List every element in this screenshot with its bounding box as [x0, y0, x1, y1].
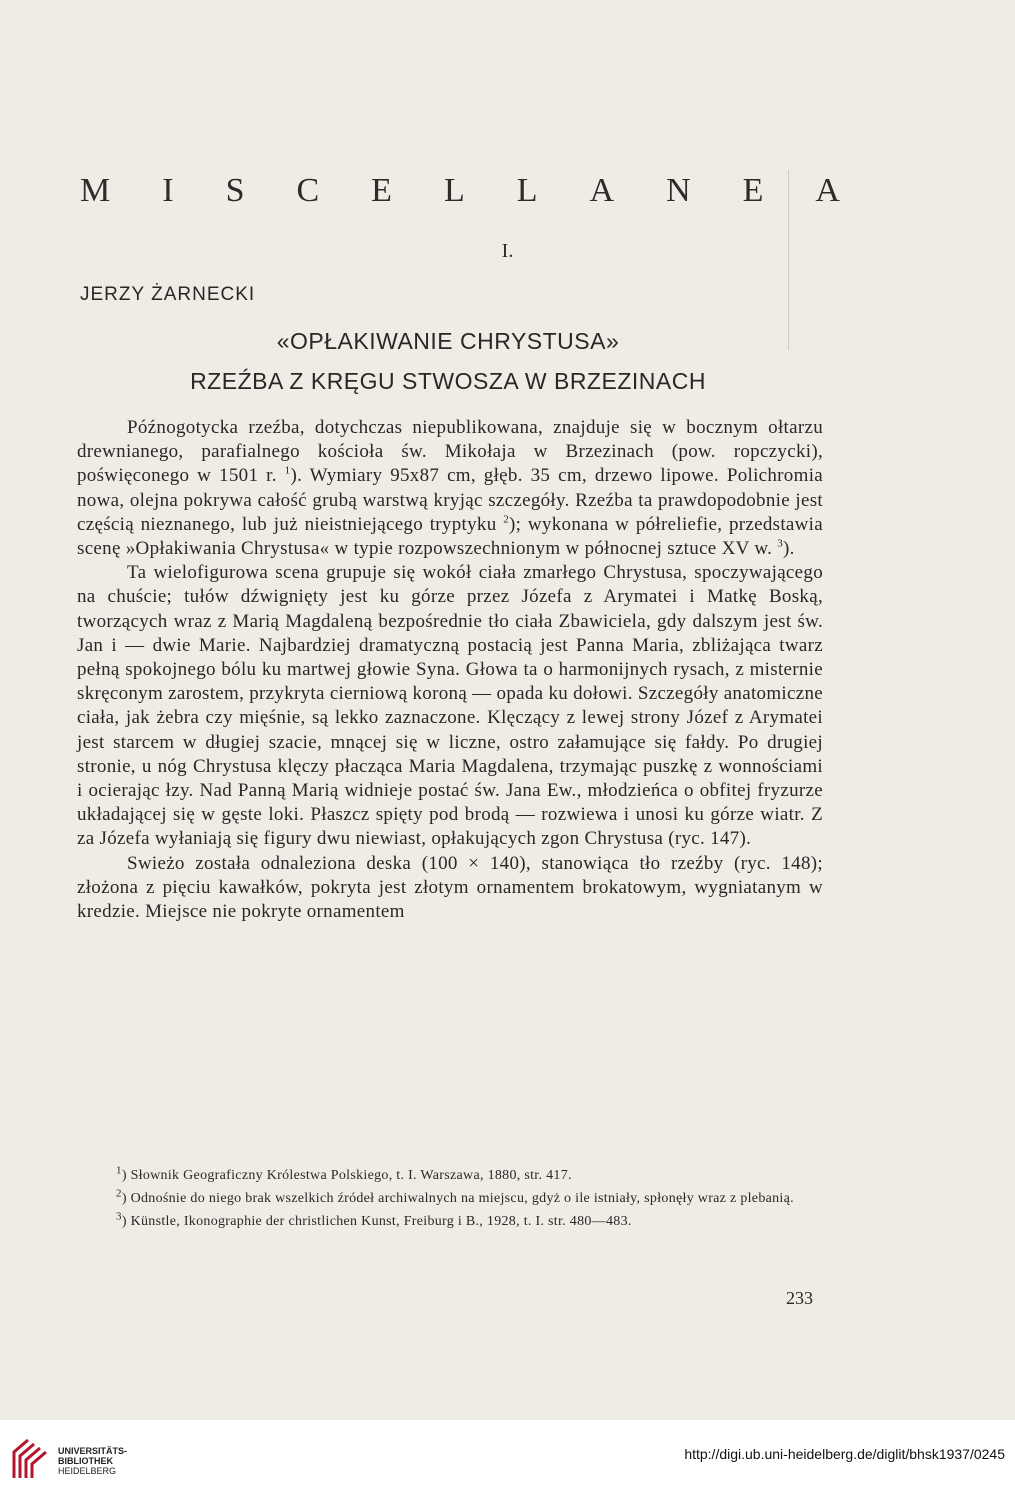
- library-name-line: BIBLIOTHEK: [58, 1456, 113, 1466]
- section-number: I.: [501, 240, 514, 262]
- footnote-text: ) Odnośnie do niego brak wszelkich źródeł archiwalnych na miejscu, gdyż o ile istniały, spłonęły wraz z plebanią.: [121, 1191, 794, 1206]
- article-body: [77, 416, 823, 924]
- paragraph-1: [77, 416, 823, 561]
- footnote-mark: 2: [116, 1187, 122, 1200]
- section-title: [80, 172, 840, 210]
- section-letter: L: [516, 172, 538, 209]
- paragraph-2: Ta wielofigurowa scena grupuje się wokół ciała zmarłego Chrystusa, spoczywającego na chuście; tułów dźwignięty jest ku górze przez Józefa z Arymatei i Matkę Boską, tworzących wraz z Marią Magdaleną bezpośrednie tło ciała Zbawiciela, gdy dalszym jest św. Jan i — dwie Marie. Najbardziej dramatyczną postacią jest Panna Maria, zbliżająca twarz pełną spokojnego bólu ku martwej głowie Syna. Głowa ta o harmonijnych rysach, z misternie skręconym zarostem, przykryta cierniową koroną — opada ku dołowi. Szczegóły anatomiczne ciała, jak żebra czy mięśnie, są lekko zaznaczone. Klęczący z lewej strony Józef z Arymatei jest starcem w długiej szacie, mnącej się w liczne, ostro załamujące się fałdy. Po drugiej stronie, u nóg Chrystusa klęczy płacząca Maria Magdalena, trzymając puszkę z wonnościami i ocierając łzy. Nad Panną Marią widnieje postać św. Jana Ew., młodzieńca o obfitej fryzurze układającej się w gęste loki. Płaszcz spięty pod brodą — rozwiewa i unosi ku górze wiatr. Z za Józefa wyłaniają się figury dwu niewiast, opłakujących zgon Chrystusa (ryc. 147).: [77, 562, 823, 850]
- paragraph-text: ).: [783, 538, 795, 560]
- library-name: [58, 1446, 127, 1476]
- paragraph-text: Późnogotycka rzeźba, dotychczas niepublikowana, znajduje się w bocznym ołtarzu drewnianego, parafialnego kościoła św. Mikołaja w Brzezinach (pow. ropczycki), poświęconego w 1501 r.: [77, 417, 823, 487]
- section-letter: A: [815, 172, 840, 209]
- section-letter: E: [371, 172, 392, 209]
- section-letter: L: [443, 172, 465, 209]
- article-title-line-2: RZEŹBA Z KRĘGU STWOSZA W BRZEZINACH: [190, 368, 706, 394]
- footnote-mark: 3: [116, 1210, 122, 1223]
- paragraph-text: ). Wymiary 95x87 cm, głęb. 35 cm, drzewo lipowe. Polichromia nowa, olejna pokrywa całość grubą warstwą kryjąc szczegóły. Rzeźba ta prawdopodobnie jest częścią nieznanego, lub już nieistniejącego tryptyku: [77, 465, 824, 535]
- section-letter: I: [162, 172, 174, 209]
- footnote-text: ) Słownik Geograficzny Królestwa Polskiego, t. I. Warszawa, 1880, str. 417.: [121, 1168, 572, 1183]
- footnote-ref: 3: [777, 537, 784, 550]
- footnote-1: [60, 1164, 826, 1187]
- section-letter: N: [666, 172, 691, 209]
- footnotes: [60, 1164, 826, 1233]
- section-letter: M: [80, 172, 111, 209]
- footnote-2: [60, 1187, 826, 1210]
- section-letter: S: [225, 172, 245, 209]
- footnote-mark: 1: [116, 1164, 122, 1177]
- footnote-ref: 1: [284, 465, 291, 478]
- footnote-text: ) Künstle, Ikonographie der christlichen Kunst, Freiburg i B., 1928, t. I. str. 480—483.: [121, 1214, 632, 1229]
- paragraph-3: Swieżo została odnaleziona deska (100 × 140), stanowiąca tło rzeźby (ryc. 148); złożona z pięciu kawałków, pokryta jest złotym ornamentem brokatowym, wygniatanym w kredzie. Miejsce nie pokryte ornamentem: [77, 852, 823, 923]
- author-name: JERZY ŻARNECKI: [80, 284, 256, 305]
- footnote-3: [60, 1210, 826, 1233]
- library-logo-icon: [10, 1438, 50, 1482]
- footnote-ref: 2: [503, 513, 510, 526]
- permalink-url[interactable]: http://digi.ub.uni-heidelberg.de/diglit/bhsk1937/0245: [684, 1446, 1005, 1462]
- section-letter: E: [742, 172, 764, 209]
- article-title-line-1: «OPŁAKIWANIE CHRYSTUSA»: [276, 328, 620, 354]
- page-number: 233: [786, 1288, 813, 1308]
- viewer-footer: [0, 1420, 1015, 1504]
- section-letter: C: [296, 172, 320, 209]
- library-name-line: UNIVERSITÄTS-: [58, 1446, 128, 1456]
- section-letter: A: [589, 172, 615, 209]
- paragraph-text: ); wykonana w półreliefie, przedstawia scenę »Opłakiwania Chrystusa« w typie rozpowszechnionym w północnej sztuce XV w.: [77, 513, 823, 560]
- library-name-line: HEIDELBERG: [58, 1466, 117, 1476]
